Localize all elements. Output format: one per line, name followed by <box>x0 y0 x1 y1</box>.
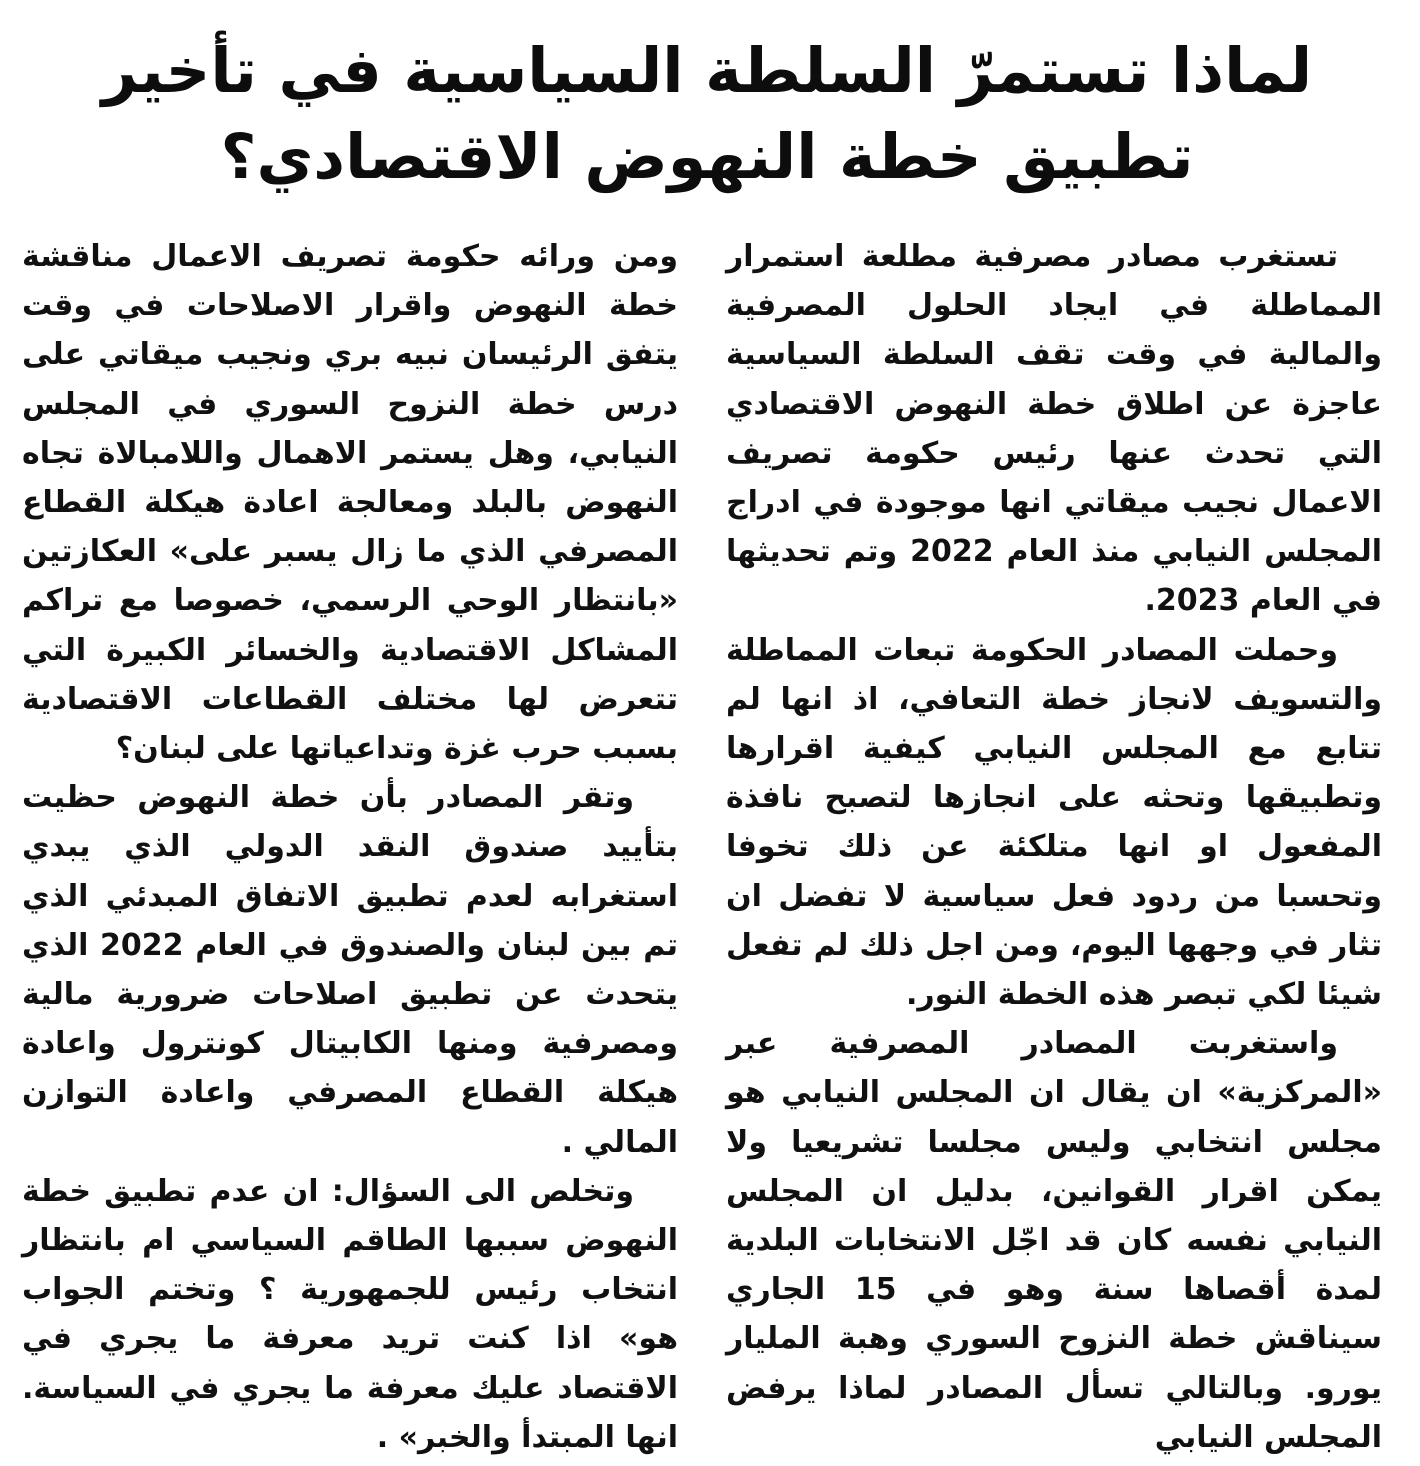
left-paragraph-2: وتقر المصادر بأن خطة النهوض حظيت بتأييد صندوق النقد الدولي الذي يبدي استغرابه لعدم تطبيق الاتفاق المبدئي الذي تم بين لبنان والصندوق في العام 2022 الذي يتحدث عن تطبيق اصلاحات ضرورية مالية ومصرفية ومنها الكابيتال كونترول واعادة هيكلة القطاع المصرفي واعادة التوازن المالي . <box>22 780 678 1160</box>
left-paragraph-1: ومن ورائه حكومة تصريف الاعمال مناقشة خطة النهوض واقرار الاصلاحات في وقت يتفق الرئيسان نبيه بري ونجيب ميقاتي على درس خطة النزوح السوري في المجلس النيابي، وهل يستمر الاهمال واللامبالاة تجاه النهوض بالبلد ومعالجة اعادة هيكلة القطاع المصرفي الذي ما زال يسبر على» العكازتين «بانتظار الوحي الرسمي، خصوصا مع تراكم المشاكل الاقتصادية والخسائر الكبيرة التي تتعرض لها مختلف القطاعات الاقتصادية بسبب حرب غزة وتداعياتها على لبنان؟ <box>22 239 678 767</box>
right-paragraph-1: تستغرب مصادر مصرفية مطلعة استمرار المماطلة في ايجاد الحلول المصرفية والمالية في وقت تقف السلطة السياسية عاجزة عن اطلاق خطة النهوض الاقتصادي التي تحدث عنها رئيس حكومة تصريف الاعمال نجيب ميقاتي انها موجودة في ادراج المجلس النيابي منذ العام 2022 وتم تحديثها في العام 2023. <box>726 239 1382 619</box>
article-column-right <box>726 232 1382 1462</box>
right-paragraph-2: وحملت المصادر الحكومة تبعات المماطلة والتسويف لانجاز خطة التعافي، اذ انها لم تتابع مع المجلس النيابي كيفية اقرارها وتطبيقها وتحثه على انجازها لتصبح نافذة المفعول او انها متلكئة عن ذلك تخوفا وتحسبا من ردود فعل سياسية لا تفضل ان تثار في وجهها اليوم، ومن اجل ذلك لم تفعل شيئا لكي تبصر هذه الخطة النور. <box>726 632 1382 1013</box>
headline-line-2: تطبيق خطة النهوض الاقتصادي؟ <box>220 120 1194 193</box>
article-headline <box>28 28 1386 200</box>
headline-line-1: لماذا تستمرّ السلطة السياسية في تأخير <box>101 34 1313 107</box>
right-paragraph-3: واستغربت المصادر المصرفية عبر «المركزية» ان يقال ان المجلس النيابي هو مجلس انتخابي وليس مجلسا تشريعيا ولا يمكن اقرار القوانين، بدليل ان المجلس النيابي نفسه كان قد اجّل الانتخابات البلدية لمدة أقصاها سنة وهو في 15 الجاري سيناقش خطة النزوح السوري وهبة المليار يورو. وبالتالي تسأل المصادر لماذا يرفض المجلس النيابي <box>726 1026 1382 1455</box>
article-columns <box>22 232 1382 1462</box>
article-column-left <box>22 232 678 1462</box>
left-paragraph-3: وتخلص الى السؤال: ان عدم تطبيق خطة النهوض سببها الطاقم السياسي ام بانتظار انتخاب رئيس للجمهورية ؟ وتختم الجواب هو» اذا كنت تريد معرفة ما يجري في الاقتصاد عليك معرفة ما يجري في السياسة. انها المبتدأ والخبر» . <box>22 1173 678 1455</box>
